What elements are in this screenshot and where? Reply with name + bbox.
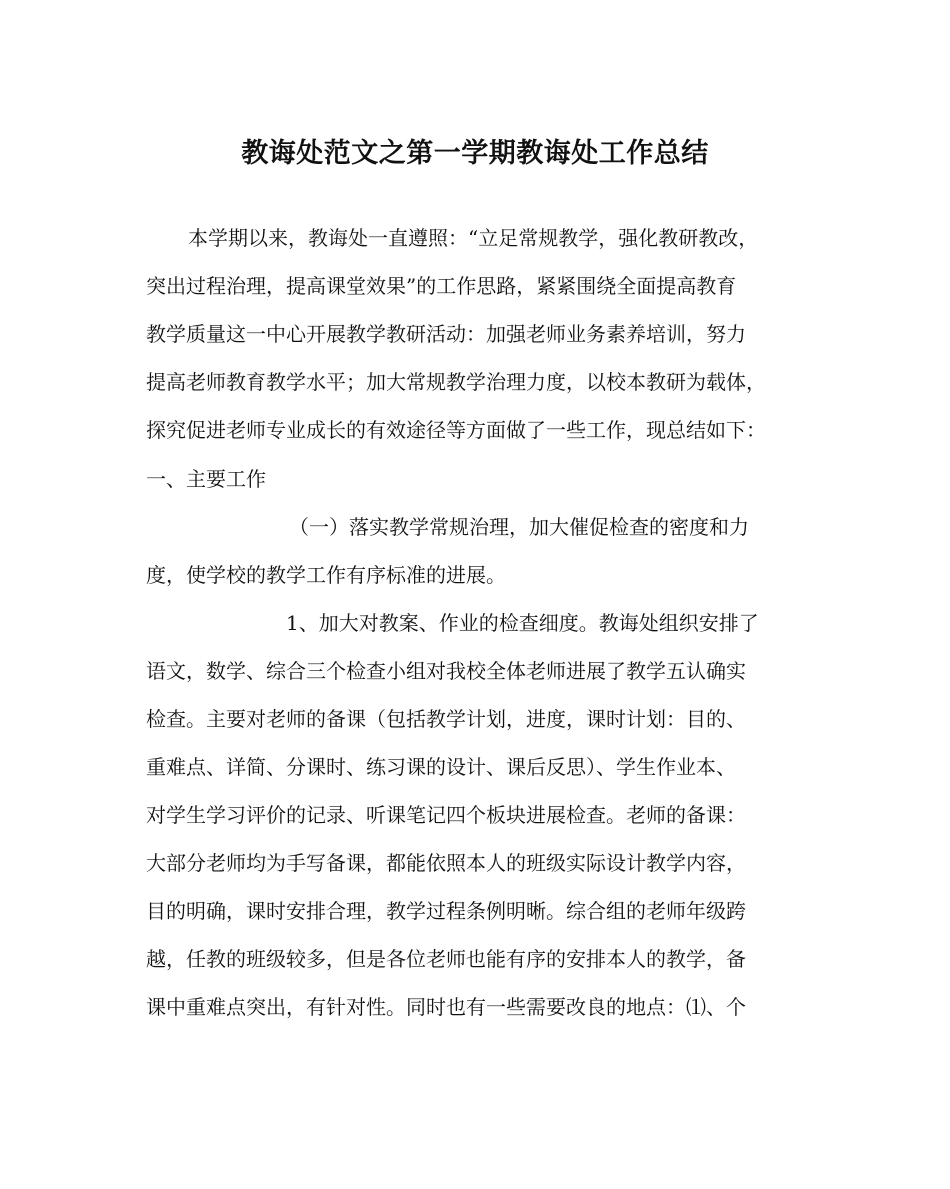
paragraph-line: 越，任教的班级较多，但是各位老师也能有序的安排本人的教学，备 [146,947,746,971]
paragraph-line: 探究促进老师专业成长的有效途径等方面做了一些工作，现总结如下： [146,418,766,442]
paragraph-line: 提高老师教育教学水平；加大常规教学治理力度，以校本教研为载体， [146,370,766,394]
paragraph-line: 1、加大对教案、作业的检查细度。教诲处组织安排了 [286,611,759,635]
section-heading: 一、主要工作 [146,467,266,491]
paragraph-line: 目的明确，课时安排合理，教学过程条例明晰。综合组的老师年级跨 [146,899,746,923]
paragraph-line: 对学生学习评价的记录、听课笔记四个板块进展检查。老师的备课： [146,803,746,827]
paragraph-line: 度，使学校的教学工作有序标准的进展。 [146,563,506,587]
paragraph-line: 重难点、详简、分课时、练习课的设计、课后反思）、学生作业本、 [146,755,736,779]
paragraph-line: 语文，数学、综合三个检查小组对我校全体老师进展了教学五认确实 [146,659,746,683]
document-title: 教诲处范文之第一学期教诲处工作总结 [241,138,709,169]
paragraph-line: 教学质量这一中心开展教学教研活动：加强老师业务素养培训，努力 [146,322,746,346]
paragraph-line: 本学期以来，教诲处一直遵照：“立足常规教学，强化教研教改， [188,226,759,250]
paragraph-line: 检查。主要对老师的备课（包括教学计划，进度，课时计划：目的、 [146,707,746,731]
paragraph-line: 课中重难点突出，有针对性。同时也有一些需要改良的地点：⑴、个 [146,995,746,1019]
paragraph-line: 突出过程治理，提高课堂效果”的工作思路，紧紧围绕全面提高教育 [146,274,737,298]
paragraph-line: 大部分老师均为手写备课，都能依照本人的班级实际设计教学内容， [146,851,746,875]
subsection-heading: （一）落实教学常规治理，加大催促检查的密度和力 [289,515,749,539]
